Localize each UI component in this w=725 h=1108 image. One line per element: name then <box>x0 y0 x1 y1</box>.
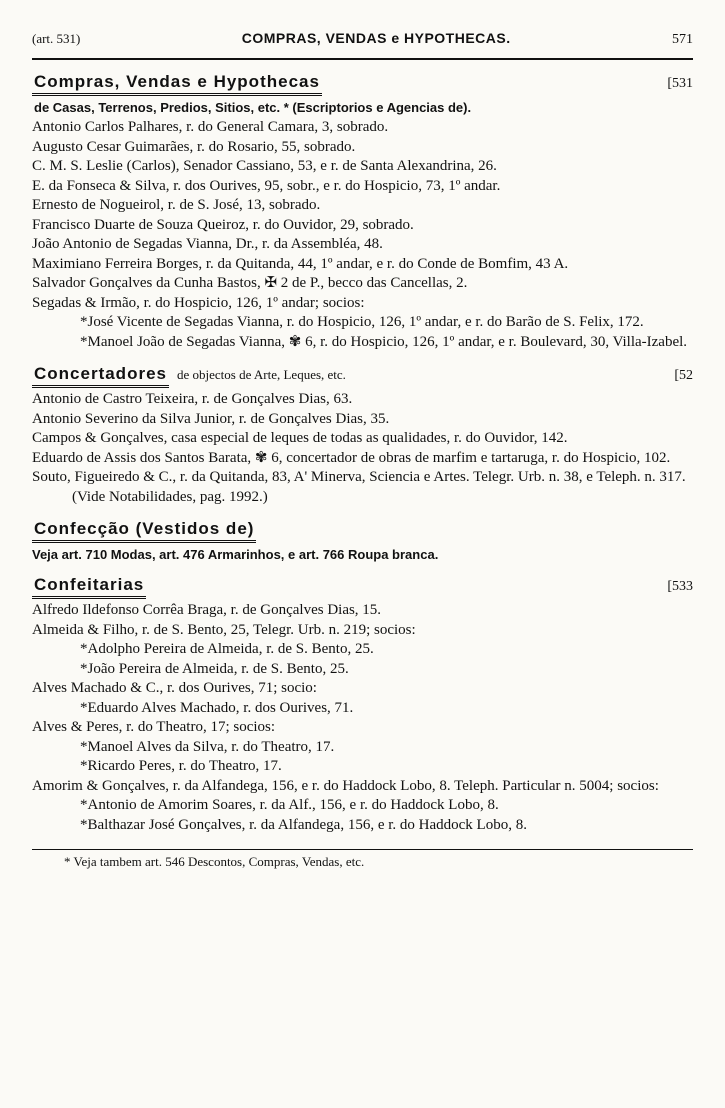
list-item: Segadas & Irmão, r. do Hospicio, 126, 1º andar; socios: <box>32 294 365 311</box>
list-item: E. da Fonseca & Silva, r. dos Ourives, 95, sobr., e r. do Hospicio, 73, 1º andar. <box>32 177 501 194</box>
article-range: (art. 531) <box>32 31 81 46</box>
running-title: COMPRAS, VENDAS e HYPOTHECAS. <box>241 30 511 46</box>
section-compras-vendas <box>32 72 693 352</box>
list-item: Souto, Figueiredo & C., r. da Quitanda, 83, A' Minerva, Sciencia e Artes. Telegr. Urb. n. 38, e Teleph. n. 317. (Vide Notabilidades, pag. 1992.) <box>32 469 686 505</box>
list-item: Amorim & Gonçalves, r. da Alfandega, 156, e r. do Haddock Lobo, 8. Teleph. Particular n. 5004; socios: <box>32 777 659 794</box>
list-item-partner: *Adolpho Pereira de Almeida, r. de S. Bento, 25. <box>80 641 374 657</box>
section-heading <box>32 364 693 388</box>
list-item-partner: *José Vicente de Segadas Vianna, r. do Hospicio, 126, 1º andar, e r. do Barão de S. Felix, 172. <box>80 314 644 330</box>
list-item: Almeida & Filho, r. de S. Bento, 25, Telegr. Urb. n. 219; socios: <box>32 621 416 638</box>
list-item-partner: *João Pereira de Almeida, r. de S. Bento, 25. <box>80 660 349 677</box>
list-item-partner: *Manoel Alves da Silva, r. do Theatro, 17. <box>80 738 335 755</box>
section-heading <box>32 575 693 599</box>
list-item-partner: *Manoel João de Segadas Vianna, ✾ 6, r. do Hospicio, 126, 1º andar, e r. Boulevard, 30, Villa-Izabel. <box>80 333 688 350</box>
list-item: Antonio Carlos Palhares, r. do General Camara, 3, sobrado. <box>32 119 389 135</box>
footnote: * Veja tambem art. 546 Descontos, Compras, Vendas, etc. <box>64 854 365 869</box>
list-item-partner: *Eduardo Alves Machado, r. dos Ourives, 71. <box>80 699 354 716</box>
section-article-ref: [531 <box>667 76 693 91</box>
section-title: Confeitarias <box>32 575 146 599</box>
list-item: Antonio Severino da Silva Junior, r. de Gonçalves Dias, 35. <box>32 410 390 427</box>
list-item: João Antonio de Segadas Vianna, Dr., r. da Assembléa, 48. <box>32 236 383 252</box>
section-subtitle: de objectos de Arte, Leques, etc. <box>176 367 346 382</box>
list-item: Antonio de Castro Teixeira, r. de Gonçalves Dias, 63. <box>32 391 353 407</box>
page-number: 571 <box>672 32 693 47</box>
header-rule <box>32 58 693 60</box>
section-confeitarias <box>32 575 693 835</box>
list-item: Alfredo Ildefonso Corrêa Braga, r. de Gonçalves Dias, 15. <box>32 602 382 618</box>
list-item: Maximiano Ferreira Borges, r. da Quitanda, 44, 1º andar, e r. do Conde de Bomfim, 43 A. <box>32 255 569 272</box>
list-item: Eduardo de Assis dos Santos Barata, ✾ 6, concertador de obras de marfim e tartaruga, r. do Hospicio, 102. <box>32 449 671 466</box>
running-head <box>32 30 693 54</box>
section-title: Concertadores <box>32 364 169 388</box>
section-heading <box>32 72 693 96</box>
section-title: Compras, Vendas e Hypothecas <box>32 72 322 96</box>
list-item: Campos & Gonçalves, casa especial de leques de todas as qualidades, r. do Ouvidor, 142. <box>32 430 568 446</box>
see-also-note: Veja art. 710 Modas, art. 476 Armarinhos, e art. 766 Roupa branca. <box>32 547 439 562</box>
list-item-partner: *Balthazar José Gonçalves, r. da Alfandega, 156, e r. do Haddock Lobo, 8. <box>80 816 527 833</box>
entry-list <box>32 118 693 352</box>
section-concertadores <box>32 364 693 507</box>
section-subline: de Casas, Terrenos, Predios, Sitios, etc. * (Escriptorios e Agencias de). <box>34 100 472 115</box>
list-item: Augusto Cesar Guimarães, r. do Rosario, 55, sobrado. <box>32 138 356 155</box>
entry-list <box>32 390 693 507</box>
section-heading <box>32 519 693 543</box>
list-item: Francisco Duarte de Souza Queiroz, r. do Ouvidor, 29, sobrado. <box>32 216 414 233</box>
list-item: C. M. S. Leslie (Carlos), Senador Cassiano, 53, e r. de Santa Alexandrina, 26. <box>32 158 497 174</box>
section-article-ref: [533 <box>667 579 693 594</box>
entry-list <box>32 601 693 835</box>
list-item: Ernesto de Nogueirol, r. de S. José, 13, sobrado. <box>32 197 321 213</box>
section-title: Confecção (Vestidos de) <box>32 519 256 543</box>
footer-rule <box>32 849 693 850</box>
list-item-partner: *Antonio de Amorim Soares, r. da Alf., 156, e r. do Haddock Lobo, 8. <box>80 797 499 813</box>
section-article-ref: [52 <box>674 368 693 383</box>
section-confeccao <box>32 519 693 563</box>
list-item: Alves & Peres, r. do Theatro, 17; socios: <box>32 719 276 735</box>
list-item: Alves Machado & C., r. dos Ourives, 71; socio: <box>32 680 317 696</box>
list-item: Salvador Gonçalves da Cunha Bastos, ✠ 2 de P., becco das Cancellas, 2. <box>32 275 468 291</box>
list-item-partner: *Ricardo Peres, r. do Theatro, 17. <box>80 758 282 774</box>
